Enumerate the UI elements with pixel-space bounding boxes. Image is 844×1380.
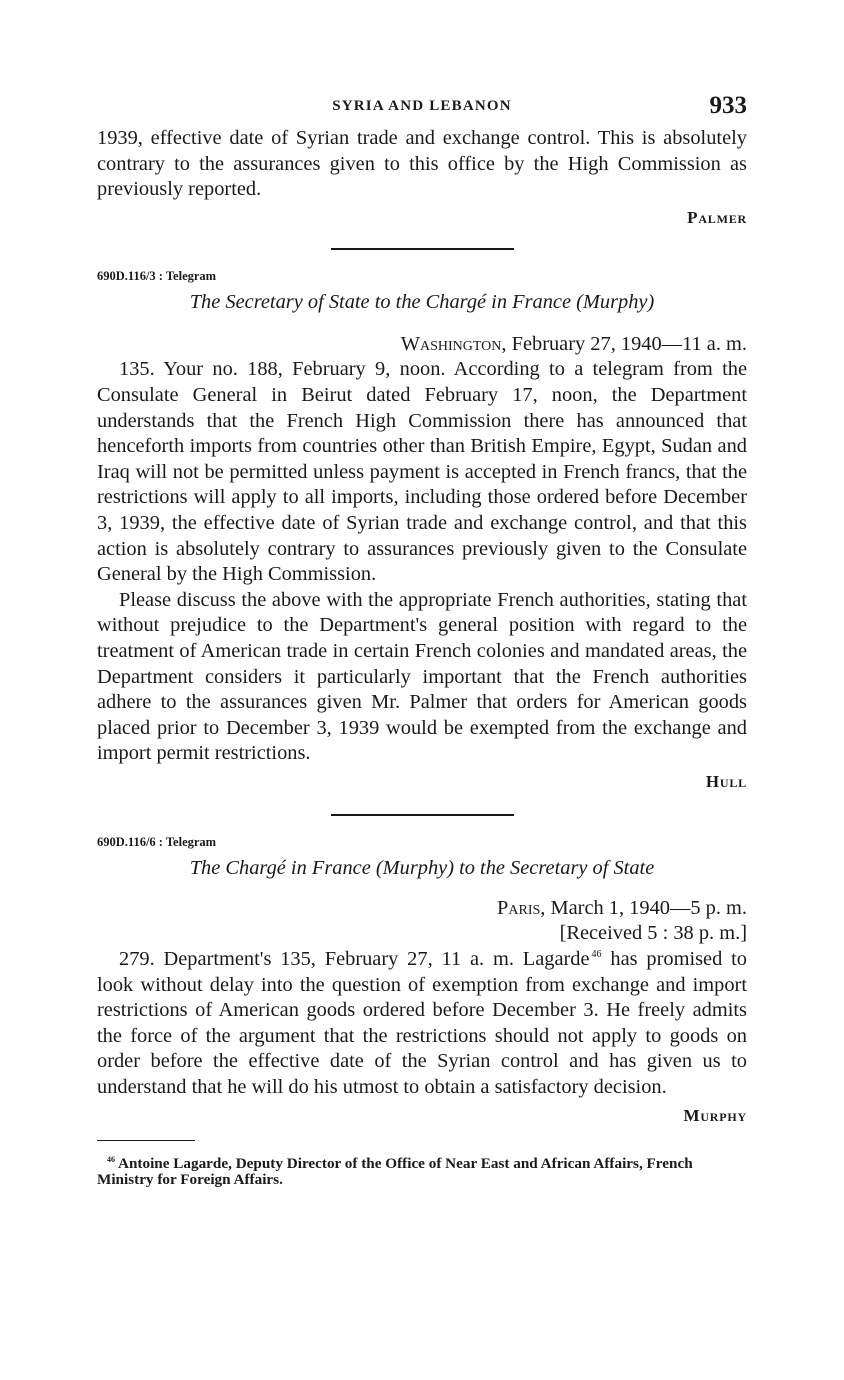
signature-hull: Hull — [705, 771, 747, 791]
doc2-received-line: [Received 5 : 38 p. m.] — [559, 922, 747, 945]
section-divider — [331, 814, 514, 816]
doc2-heading: The Chargé in France (Murphy) to the Secretary of State — [189, 856, 655, 879]
doc2-paragraph-start: 279. Department's 135, February 27, 11 a. m. Lagarde — [119, 948, 590, 971]
doc2-paragraph — [97, 947, 747, 1101]
doc1-file-reference: 690D.116/3 : Telegram — [97, 268, 217, 283]
section-divider — [331, 248, 514, 250]
signature-palmer: Palmer — [687, 207, 747, 227]
doc1-dateline — [97, 332, 747, 358]
footnote-text: Antoine Lagarde, Deputy Director of the Office of Near East and African Affairs, French Ministry for Foreign Affairs. — [97, 1154, 693, 1189]
doc2-date: , March 1, 1940—5 p. m. — [540, 896, 747, 919]
doc2-paragraph-rest: has promised to look without delay into the question of exemption from exchange and import restrictions of American goods ordered before December 3. He freely admits the force of the argument that the restrictions should not apply to goods on order before the effective date of the Syrian control and has given us to understand that he will do his utmost to obtain a satisfactory decision. — [97, 948, 747, 1099]
footnote-divider — [97, 1140, 195, 1141]
footnote-reference: 46 — [591, 949, 602, 961]
document-page — [97, 92, 747, 1189]
signature-murphy: Murphy — [683, 1105, 747, 1125]
doc2-place: Paris — [497, 896, 541, 919]
doc2-file-reference: 690D.116/6 : Telegram — [97, 834, 217, 849]
doc1-paragraph-2: Please discuss the above with the appropriate French authorities, stating that without prejudice to the Department's general position with regard to the treatment of American trade in certain French colonies and mandated areas, the Department considers it particularly important that the French authorities adhere to the assurances given Mr. Palmer that orders for American goods placed prior to December 3, 1939 would be exempted from the exchange and import permit restrictions. — [97, 588, 747, 765]
doc1-heading: The Secretary of State to the Chargé in France (Murphy) — [189, 290, 655, 313]
doc1-date: , February 27, 1940—11 a. m. — [501, 332, 747, 355]
footnote — [97, 1156, 747, 1189]
running-head — [97, 92, 747, 126]
footnote-marker: 46 — [107, 1154, 115, 1164]
page-number: 933 — [709, 92, 747, 119]
doc1-paragraph-1: 135. Your no. 188, February 9, noon. According to a telegram from the Consulate General in Beirut dated February 17, noon, the Department understands that the French High Commission there has announced that henceforth imports from countries other than British Empire, Egypt, Sudan and Iraq will not be permitted unless payment is accepted in French francs, that the restrictions will apply to all imports, including those ordered before December 3, 1939, the effective date of Syrian trade and exchange control, and that this action is absolutely contrary to assurances previously given to the Consulate General by the High Commission. — [97, 358, 747, 586]
running-head-title: SYRIA AND LEBANON — [332, 98, 512, 114]
continuation-paragraph: 1939, effective date of Syrian trade and exchange control. This is absolutely contrary to the assurances given to this office by the High Commission as previously reported. — [97, 127, 747, 201]
doc2-dateline — [97, 896, 747, 922]
doc1-place: Washington — [400, 332, 502, 355]
